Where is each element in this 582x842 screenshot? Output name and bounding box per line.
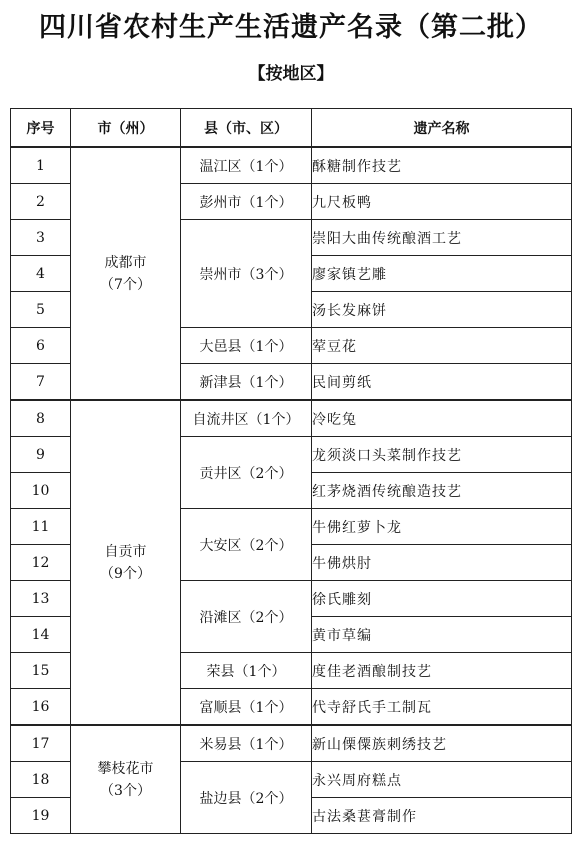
header-county: 县（市、区）: [181, 109, 312, 148]
heritage-name-cell: 民间剪纸: [312, 364, 572, 401]
heritage-name-cell: 度佳老酒酿制技艺: [312, 653, 572, 689]
row-serial-number: 16: [11, 689, 71, 726]
row-serial-number: 10: [11, 473, 71, 509]
county-cell: 彭州市（1个）: [181, 184, 312, 220]
header-heritage-name: 遗产名称: [312, 109, 572, 148]
heritage-name-cell: 红茅烧酒传统酿造技艺: [312, 473, 572, 509]
table-row: [11, 147, 572, 184]
table-row: [11, 400, 572, 437]
row-serial-number: 17: [11, 725, 71, 762]
page-title: 四川省农村生产生活遗产名录（第二批）: [39, 12, 543, 43]
city-cell: [71, 400, 181, 725]
city-count: （7个）: [100, 276, 151, 293]
city-name: 成都市: [104, 254, 147, 271]
row-serial-number: 11: [11, 509, 71, 545]
heritage-name-cell: 酥糖制作技艺: [312, 147, 572, 184]
row-serial-number: 13: [11, 581, 71, 617]
table-body: [11, 147, 572, 834]
row-serial-number: 2: [11, 184, 71, 220]
heritage-name-cell: 永兴周府糕点: [312, 762, 572, 798]
row-serial-number: 18: [11, 762, 71, 798]
county-cell: 大邑县（1个）: [181, 328, 312, 364]
heritage-name-cell: 徐氏雕刻: [312, 581, 572, 617]
city-count: （3个）: [100, 782, 151, 799]
row-serial-number: 3: [11, 220, 71, 256]
county-cell: 新津县（1个）: [181, 364, 312, 401]
row-serial-number: 1: [11, 147, 71, 184]
row-serial-number: 15: [11, 653, 71, 689]
county-cell: 富顺县（1个）: [181, 689, 312, 726]
county-cell: 大安区（2个）: [181, 509, 312, 581]
row-serial-number: 14: [11, 617, 71, 653]
row-serial-number: 19: [11, 798, 71, 834]
city-cell: [71, 147, 181, 400]
county-cell: 盐边县（2个）: [181, 762, 312, 834]
city-count: （9个）: [100, 565, 151, 582]
county-cell: 沿滩区（2个）: [181, 581, 312, 653]
row-serial-number: 4: [11, 256, 71, 292]
county-cell: 崇州市（3个）: [181, 220, 312, 328]
heritage-name-cell: 荤豆花: [312, 328, 572, 364]
county-cell: 贡井区（2个）: [181, 437, 312, 509]
row-serial-number: 9: [11, 437, 71, 473]
row-serial-number: 6: [11, 328, 71, 364]
city-cell: [71, 725, 181, 834]
heritage-name-cell: 黄市草编: [312, 617, 572, 653]
heritage-name-cell: 牛佛红萝卜龙: [312, 509, 572, 545]
row-serial-number: 7: [11, 364, 71, 401]
heritage-name-cell: 汤长发麻饼: [312, 292, 572, 328]
header-serial: 序号: [11, 109, 71, 148]
heritage-name-cell: 九尺板鸭: [312, 184, 572, 220]
heritage-table: [10, 108, 572, 834]
heritage-name-cell: 新山傈僳族刺绣技艺: [312, 725, 572, 762]
page-subtitle: 【按地区】: [248, 64, 334, 84]
heritage-name-cell: 代寺舒氏手工制瓦: [312, 689, 572, 726]
table-header-row: [11, 109, 572, 148]
city-name: 攀枝花市: [97, 760, 154, 777]
heritage-name-cell: 崇阳大曲传统酿酒工艺: [312, 220, 572, 256]
row-serial-number: 5: [11, 292, 71, 328]
heritage-name-cell: 古法桑葚膏制作: [312, 798, 572, 834]
heritage-name-cell: 廖家镇艺雕: [312, 256, 572, 292]
county-cell: 米易县（1个）: [181, 725, 312, 762]
row-serial-number: 8: [11, 400, 71, 437]
heritage-name-cell: 冷吃兔: [312, 400, 572, 437]
county-cell: 荣县（1个）: [181, 653, 312, 689]
header-city: 市（州）: [71, 109, 181, 148]
row-serial-number: 12: [11, 545, 71, 581]
heritage-name-cell: 牛佛烘肘: [312, 545, 572, 581]
city-name: 自贡市: [104, 543, 147, 560]
county-cell: 温江区（1个）: [181, 147, 312, 184]
county-cell: 自流井区（1个）: [181, 400, 312, 437]
heritage-name-cell: 龙须淡口头菜制作技艺: [312, 437, 572, 473]
table-row: [11, 725, 572, 762]
